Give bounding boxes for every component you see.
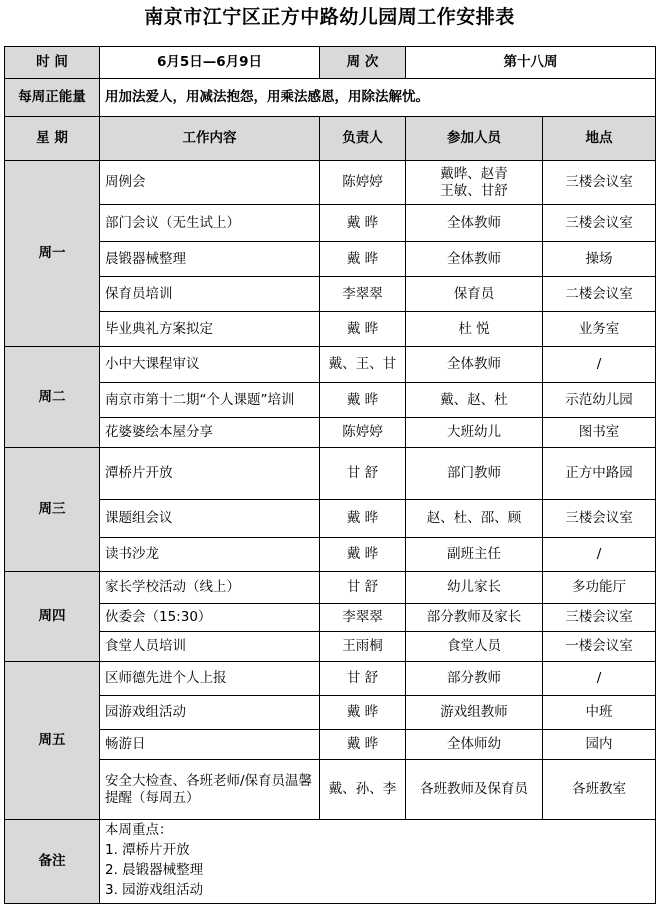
task-participants [406, 604, 543, 632]
task-participants [406, 500, 543, 538]
col-content: 工作内容 [100, 117, 320, 161]
task-owner: 戴 晔 [320, 730, 406, 760]
day-label: 周三 [5, 448, 100, 572]
notes-item: 2. 晨锻器械整理 [105, 862, 204, 878]
task-owner: 甘 舒 [320, 662, 406, 696]
task-owner: 戴、孙、李 [320, 760, 406, 820]
participant-line: 全体教师 [447, 356, 501, 372]
participant-line: 各班教师及保育员 [420, 781, 528, 797]
weekly-energy-row [5, 79, 656, 117]
table-row [5, 696, 656, 730]
task-owner: 戴 晔 [320, 205, 406, 242]
task-participants [406, 662, 543, 696]
task-location: 多功能厅 [543, 572, 656, 604]
task-owner: 陈婷婷 [320, 418, 406, 448]
table-row [5, 448, 656, 500]
participant-line: 游戏组教师 [440, 704, 508, 720]
col-participants: 参加人员 [406, 117, 543, 161]
table-row [5, 538, 656, 572]
task-location: 园内 [543, 730, 656, 760]
notes-row [5, 820, 656, 904]
day-label: 周二 [5, 347, 100, 448]
table-row [5, 277, 656, 312]
task-owner: 戴 晔 [320, 312, 406, 347]
participant-line: 副班主任 [447, 546, 501, 562]
task-location: 二楼会议室 [543, 277, 656, 312]
task-participants [406, 383, 543, 418]
task-location: 业务室 [543, 312, 656, 347]
table-row [5, 632, 656, 662]
day-label: 周一 [5, 161, 100, 347]
schedule-table [4, 46, 656, 904]
table-row [5, 662, 656, 696]
task-owner: 陈婷婷 [320, 161, 406, 205]
notes-label: 备注 [5, 820, 100, 904]
column-header-row [5, 117, 656, 161]
task-owner: 戴 晔 [320, 696, 406, 730]
task-participants [406, 760, 543, 820]
task-content: 畅游日 [100, 730, 320, 760]
page-title: 南京市江宁区正方中路幼儿园周工作安排表 [144, 6, 515, 28]
task-participants [406, 448, 543, 500]
table-row [5, 500, 656, 538]
task-owner: 李翠翠 [320, 604, 406, 632]
task-participants [406, 277, 543, 312]
task-content: 周例会 [100, 161, 320, 205]
task-owner: 戴 晔 [320, 538, 406, 572]
task-location: 各班教室 [543, 760, 656, 820]
task-participants [406, 242, 543, 277]
notes-heading: 本周重点： [105, 822, 173, 838]
task-owner: 王雨桐 [320, 632, 406, 662]
day-label: 周五 [5, 662, 100, 820]
task-participants [406, 161, 543, 205]
col-owner: 负责人 [320, 117, 406, 161]
task-participants [406, 572, 543, 604]
participant-line: 杜 悦 [458, 320, 490, 337]
task-participants [406, 538, 543, 572]
task-content: 园游戏组活动 [100, 696, 320, 730]
task-content: 食堂人员培训 [100, 632, 320, 662]
notes-item: 3. 园游戏组活动 [105, 882, 204, 898]
table-row [5, 383, 656, 418]
task-owner: 戴 晔 [320, 383, 406, 418]
task-content: 家长学校活动（线上） [100, 572, 320, 604]
participant-line: 王敏、甘舒 [440, 182, 508, 199]
week-value: 第十八周 [406, 47, 656, 79]
task-content: 安全大检查、各班老师/保育员温馨提醒（每周五） [100, 760, 320, 820]
participant-line: 保育员 [453, 285, 495, 302]
task-location: / [543, 347, 656, 383]
table-row [5, 572, 656, 604]
task-participants [406, 696, 543, 730]
task-location: 三楼会议室 [543, 604, 656, 632]
task-participants [406, 730, 543, 760]
task-owner: 戴 晔 [320, 500, 406, 538]
participant-line: 部门教师 [447, 465, 501, 481]
task-content: 小中大课程审议 [100, 347, 320, 383]
table-row [5, 760, 656, 820]
task-location: 中班 [543, 696, 656, 730]
task-location: 正方中路园 [543, 448, 656, 500]
task-location: 三楼会议室 [543, 500, 656, 538]
task-content: 南京市第十二期“个人课题”培训 [100, 383, 320, 418]
task-content: 保育员培训 [100, 277, 320, 312]
task-owner: 戴、王、甘 [320, 347, 406, 383]
task-location: 三楼会议室 [543, 205, 656, 242]
task-content: 区师德先进个人上报 [100, 662, 320, 696]
task-participants [406, 632, 543, 662]
participant-line: 食堂人员 [447, 638, 501, 654]
task-owner: 甘 舒 [320, 572, 406, 604]
task-location: / [543, 662, 656, 696]
participant-line: 全体教师 [447, 214, 501, 231]
table-row [5, 730, 656, 760]
participant-line: 戴、赵、杜 [440, 391, 508, 408]
weekly-energy-text: 用加法爱人，用减法抱怨，用乘法感恩，用除法解忧。 [100, 79, 656, 117]
table-row [5, 161, 656, 205]
week-label: 周 次 [320, 47, 406, 79]
table-row [5, 312, 656, 347]
task-location: 三楼会议室 [543, 161, 656, 205]
day-label: 周四 [5, 572, 100, 662]
time-label: 时 间 [5, 47, 100, 79]
participant-line: 全体师幼 [447, 736, 501, 752]
task-content: 课题组会议 [100, 500, 320, 538]
notes-content [100, 820, 656, 904]
task-owner: 李翠翠 [320, 277, 406, 312]
task-content: 伙委会（15:30） [100, 604, 320, 632]
participant-line: 部分教师及家长 [426, 609, 522, 625]
task-content: 部门会议（无生试上） [100, 205, 320, 242]
table-row [5, 418, 656, 448]
task-location: / [543, 538, 656, 572]
table-row [5, 242, 656, 277]
task-location: 示范幼儿园 [543, 383, 656, 418]
table-row [5, 347, 656, 383]
task-content: 花婆婆绘本屋分享 [100, 418, 320, 448]
date-range: 6月5日—6月9日 [100, 47, 320, 79]
col-day: 星 期 [5, 117, 100, 161]
table-row [5, 205, 656, 242]
task-content: 潭桥片开放 [100, 448, 320, 500]
header-row [5, 47, 656, 79]
task-location: 操场 [543, 242, 656, 277]
task-participants [406, 418, 543, 448]
notes-item: 1. 潭桥片开放 [105, 842, 190, 858]
table-row [5, 604, 656, 632]
participant-line: 全体教师 [447, 250, 501, 267]
task-content: 读书沙龙 [100, 538, 320, 572]
participant-line: 大班幼儿 [447, 424, 501, 440]
task-content: 毕业典礼方案拟定 [100, 312, 320, 347]
task-location: 一楼会议室 [543, 632, 656, 662]
weekly-energy-label: 每周正能量 [5, 79, 100, 117]
participant-line: 幼儿家长 [447, 579, 501, 595]
task-location: 图书室 [543, 418, 656, 448]
task-participants [406, 312, 543, 347]
participant-line: 戴晔、赵青 [440, 165, 508, 182]
task-participants [406, 347, 543, 383]
participant-line: 部分教师 [447, 670, 501, 686]
participant-line: 赵、杜、邵、顾 [426, 510, 522, 526]
col-location: 地点 [543, 117, 656, 161]
task-owner: 甘 舒 [320, 448, 406, 500]
task-content: 晨锻器械整理 [100, 242, 320, 277]
task-owner: 戴 晔 [320, 242, 406, 277]
task-participants [406, 205, 543, 242]
